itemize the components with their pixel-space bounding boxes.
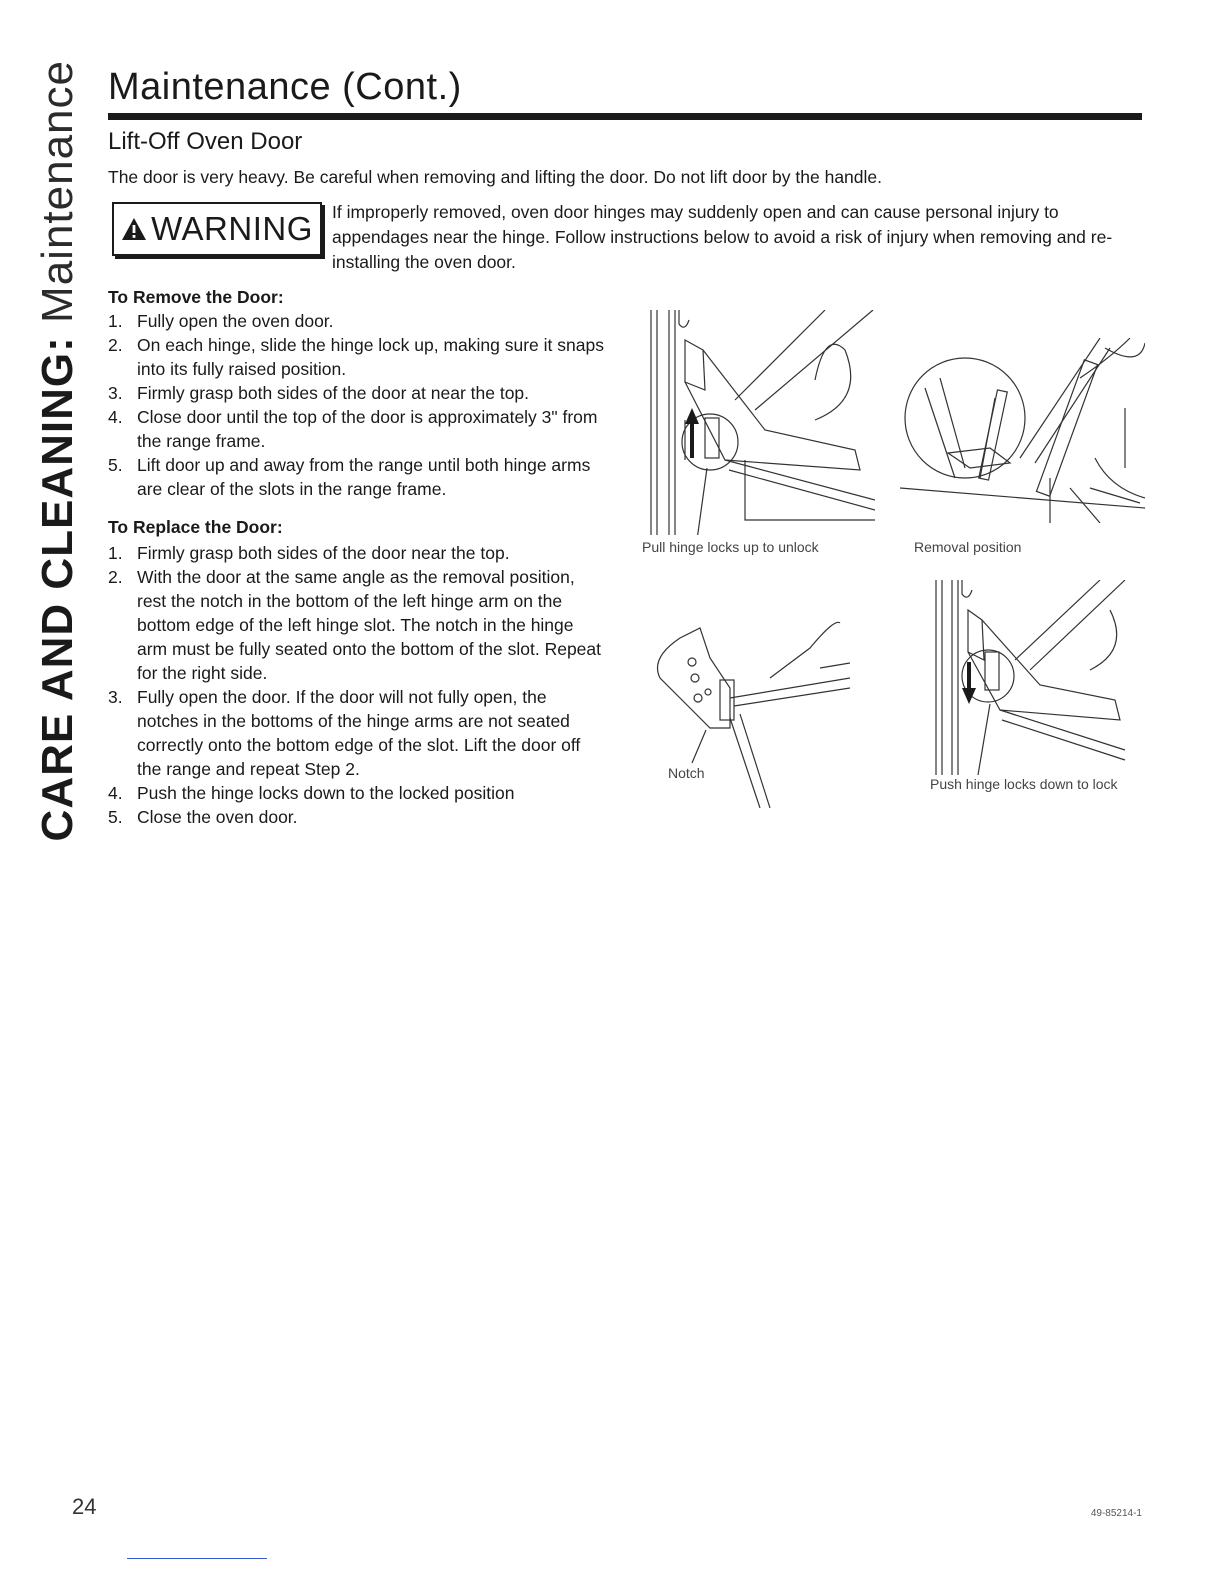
list-item: 1. Firmly grasp both sides of the door near the top.: [108, 543, 510, 563]
list-item: 2. On each hinge, slide the hinge lock up, making sure it snaps into its fully raised position.: [108, 335, 604, 379]
warning-badge: [112, 202, 322, 256]
replace-steps: [108, 541, 608, 829]
replace-title: To Replace the Door:: [108, 517, 283, 537]
lock-caption: Push hinge locks down to lock: [930, 776, 1118, 792]
page-number: 24: [72, 1494, 97, 1519]
lock-hinge-illustration: [930, 580, 1130, 775]
removal-position-illustration: [900, 338, 1145, 523]
title-rule: [108, 113, 1142, 120]
remove-steps: [108, 309, 618, 501]
intro-text: The door is very heavy. Be careful when removing and lifting the door. Do not lift door by the handle.: [108, 167, 883, 187]
list-item: 3. Fully open the door. If the door will not fully open, the notches in the bottoms of the hinge arms are not seated correctly onto the bottom edge of the slot. Lift the door off the range and repeat Step 2.: [108, 687, 581, 779]
list-item: 4. Close door until the top of the door is approximately 3" from the range frame.: [108, 407, 598, 451]
side-tab: [30, 60, 86, 842]
list-item: 4. Push the hinge locks down to the locked position: [108, 783, 515, 803]
warning-triangle-icon: [121, 217, 147, 241]
list-item: 2. With the door at the same angle as the removal position, rest the notch in the bottom of the left hinge arm on the bottom edge of the left hinge slot. The notch in the hinge arm must be fully seated onto the bottom of the slot. Repeat for the right side.: [108, 567, 602, 683]
section-title: Lift-Off Oven Door: [108, 128, 303, 155]
page-title: Maintenance (Cont.): [108, 66, 462, 108]
list-item: 3. Firmly grasp both sides of the door at near the top.: [108, 383, 530, 403]
list-item: 1. Fully open the oven door.: [108, 311, 334, 331]
notch-caption: Notch: [668, 765, 705, 781]
list-item: 5. Close the oven door.: [108, 807, 298, 827]
list-item: 5. Lift door up and away from the range until both hinge arms are clear of the slots in the range frame.: [108, 455, 591, 499]
bottom-link-underline: [127, 1558, 267, 1559]
side-tab-topic: Maintenance: [33, 60, 82, 323]
warning-label: WARNING: [151, 210, 313, 247]
unlock-caption: Pull hinge locks up to unlock: [642, 539, 819, 555]
document-code: 49-85214-1: [1090, 1508, 1142, 1519]
warning-text: If improperly removed, oven door hinges may suddenly open and can cause personal injury to appendages near the hinge. Follow instructions below to avoid a risk of injury when removing and re-installing the oven door.: [332, 202, 1113, 272]
side-tab-category: CARE AND CLEANING:: [33, 336, 82, 842]
remove-title: To Remove the Door:: [108, 287, 284, 307]
removal-caption: Removal position: [914, 539, 1022, 555]
unlock-hinge-illustration: [645, 310, 875, 535]
